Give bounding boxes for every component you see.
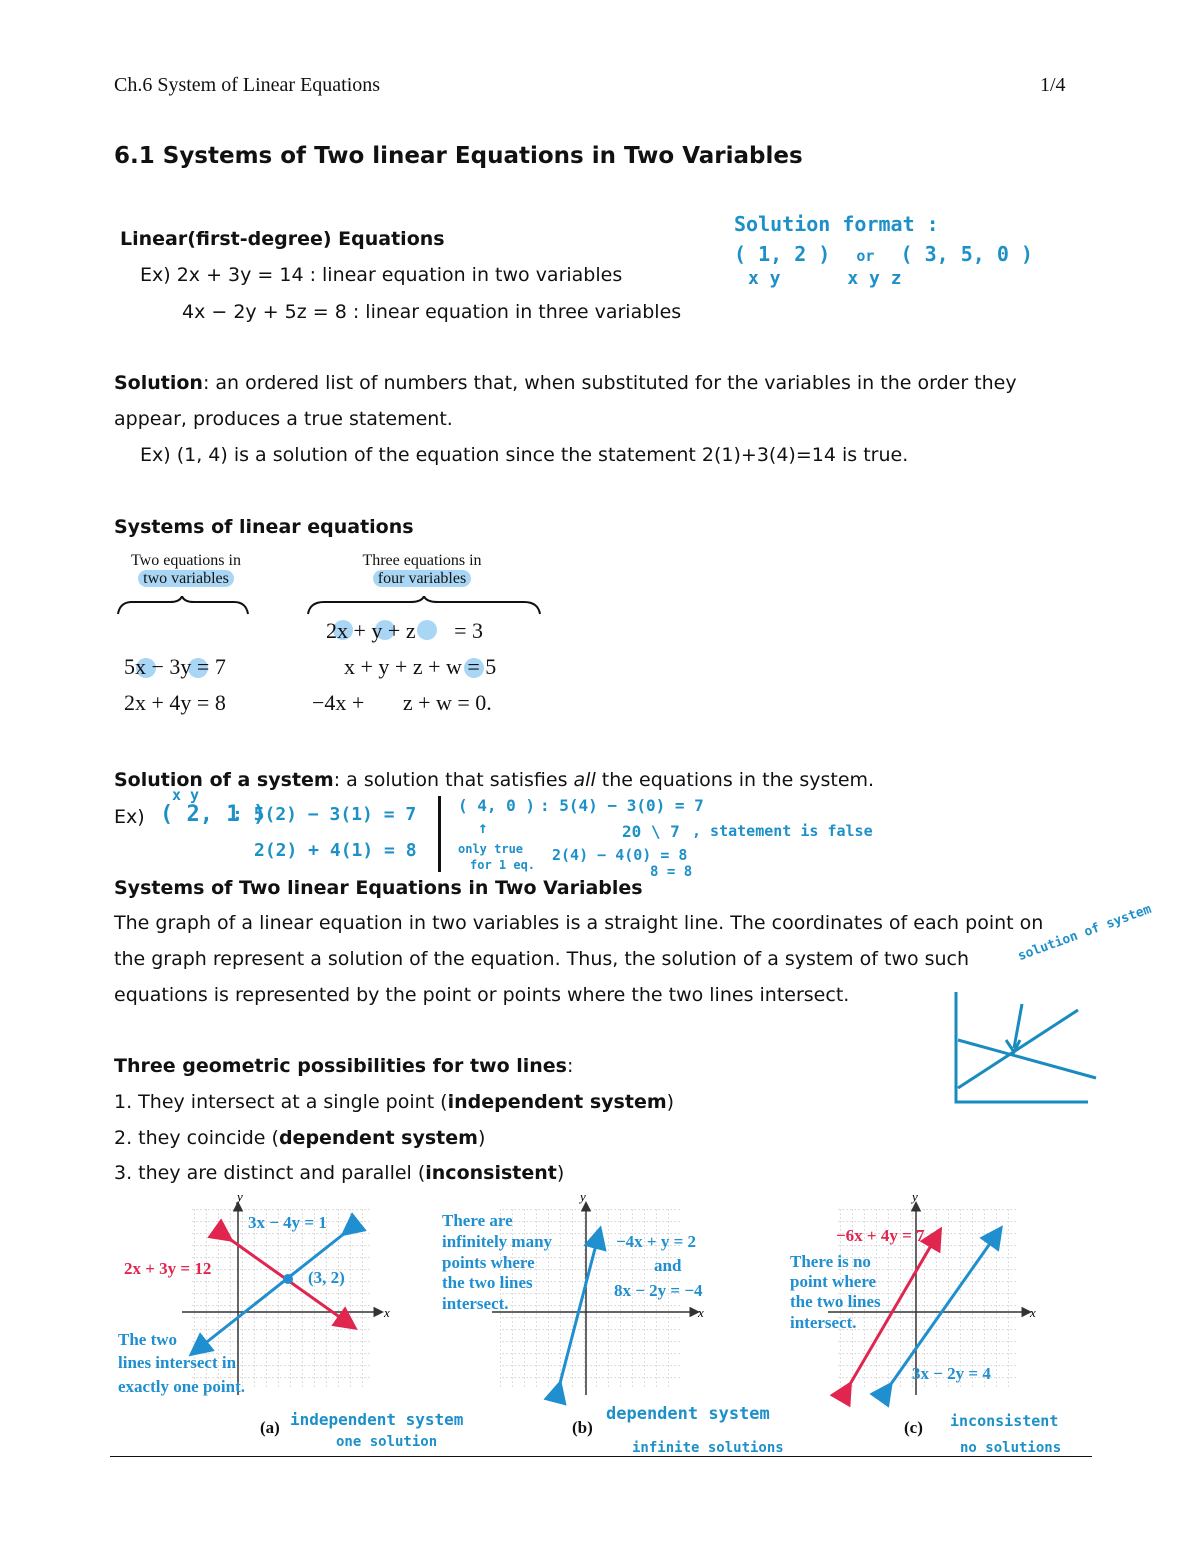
solution-definition-cont: appear, produces a true statement. xyxy=(114,408,453,430)
hand-point-4-0: ( 4, 0 ) xyxy=(458,796,536,815)
graph-a-caption: (a) xyxy=(260,1418,280,1437)
hand-r-not-equal: 20 \ 7 xyxy=(622,822,680,841)
possibility-3: 3. they are distinct and parallel (inconsistent) xyxy=(114,1162,565,1184)
graph-c-note-1: There is no xyxy=(790,1252,871,1271)
systems-heading: Systems of linear equations xyxy=(114,516,414,538)
two-var-heading: Systems of Two linear Equations in Two Variables xyxy=(114,877,643,899)
linear-example-1: Ex) 2x + 3y = 14 : linear equation in two variables xyxy=(140,264,623,286)
graph-c-red-eq: −6x + 4y = 7 xyxy=(836,1226,925,1245)
graph-a-hand-2: one solution xyxy=(336,1434,438,1450)
graph-b-y-label: y xyxy=(580,1189,586,1204)
graph-c-y-label: y xyxy=(912,1189,918,1204)
graph-b-hand-2: infinite solutions xyxy=(632,1440,784,1456)
solution-of-system-definition: Solution of a system: a solution that satisfies all the equations in the system. xyxy=(114,769,875,791)
graph-c-x-label: x xyxy=(1030,1305,1036,1320)
graph-a-x-label: x xyxy=(384,1305,390,1320)
graph-c-blue-eq: 3x − 2y = 4 xyxy=(912,1364,991,1383)
hand-solution-of-system-label: solution of system xyxy=(1016,901,1154,965)
graph-c-note-4: intersect. xyxy=(790,1313,857,1332)
graph-b-and: and xyxy=(654,1256,682,1275)
hand-point-2-1: ( 2, 1 ) xyxy=(160,802,266,827)
four-var-eq-2: x + y + z + w = 5 xyxy=(344,654,497,679)
two-variables-label: Two equations in two variables xyxy=(131,552,241,587)
two-var-paragraph-3: equations is represented by the point or points where the two lines intersect. xyxy=(114,984,850,1006)
graph-b-note-5: intersect. xyxy=(442,1294,509,1313)
hand-r-only-2: for 1 eq. xyxy=(470,858,536,872)
bottom-rule xyxy=(110,1456,1092,1457)
intersection-sketch xyxy=(948,990,1118,1110)
graph-a xyxy=(110,1185,440,1415)
graph-b-caption: (b) xyxy=(572,1418,593,1437)
solution-of-system-ex: Ex) xyxy=(114,806,145,828)
linear-equations-heading: Linear(first-degree) Equations xyxy=(120,228,445,250)
graph-a-red-eq: 2x + 3y = 12 xyxy=(124,1259,212,1278)
sketch-line-2 xyxy=(958,1040,1096,1078)
hand-r-8-8: 8 = 8 xyxy=(650,864,693,880)
graph-a-point-label: (3, 2) xyxy=(308,1268,345,1287)
hand-r-only-1: only true xyxy=(458,842,524,856)
section-title: 6.1 Systems of Two linear Equations in Two Variables xyxy=(114,143,803,169)
hand-note-format-title: Solution format : xyxy=(734,212,939,236)
hand-r-check-eq2: 2(4) − 4(0) = 8 xyxy=(552,846,688,864)
hand-check-eq2: 2(2) + 4(1) = 8 xyxy=(254,840,417,861)
four-var-eq-1: 2x + y + z = 3 xyxy=(326,618,483,643)
hand-note-format-example: ( 1, 2 ) or ( 3, 5, 0 ) xyxy=(734,242,1033,266)
possibility-1: 1. They intersect at a single point (independent system) xyxy=(114,1091,675,1113)
solution-example: Ex) (1, 4) is a solution of the equation since the statement 2(1)+3(4)=14 is true. xyxy=(140,444,909,466)
graph-a-hand-1: independent system xyxy=(290,1410,464,1429)
possibilities-heading: Three geometric possibilities for two lines: xyxy=(114,1055,574,1077)
linear-example-2: 4x − 2y + 5z = 8 : linear equation in three variables xyxy=(182,301,682,323)
graph-a-note-3: exactly one point. xyxy=(118,1377,246,1396)
graph-b-x-label: x xyxy=(698,1305,704,1320)
two-var-paragraph-2: the graph represent a solution of the equation. Thus, the solution of a system of two such xyxy=(114,948,970,970)
four-var-eq-3: −4x + z + w = 0. xyxy=(312,690,492,715)
possibility-2: 2. they coincide (dependent system) xyxy=(114,1127,486,1149)
graph-a-note-2: lines intersect in xyxy=(118,1353,237,1372)
graph-b-hand-1: dependent system xyxy=(606,1404,770,1424)
two-var-eq-2: 2x + 4y = 8 xyxy=(124,690,226,715)
graph-c-hand-1: inconsistent xyxy=(950,1412,1059,1430)
hand-r-false: , statement is false xyxy=(692,822,873,840)
hand-xy-labels: x y xyxy=(172,786,200,804)
graph-b-eq-2: 8x − 2y = −4 xyxy=(614,1281,703,1300)
graph-a-y-label: y xyxy=(237,1189,243,1204)
running-header-title: Ch.6 System of Linear Equations xyxy=(114,74,381,96)
graph-b-note-4: the two lines xyxy=(442,1273,533,1292)
page-number: 1/4 xyxy=(1040,74,1066,96)
graph-c-caption: (c) xyxy=(904,1418,923,1437)
two-var-paragraph-1: The graph of a linear equation in two variables is a straight line. The coordinates of each point on xyxy=(114,912,1044,934)
graph-b-eq-1: −4x + y = 2 xyxy=(616,1232,697,1251)
graph-b-note-3: points where xyxy=(442,1253,535,1272)
graph-b-note-1: There are xyxy=(442,1211,513,1230)
graph-a-intersection xyxy=(283,1274,293,1284)
graph-c-note-2: point where xyxy=(790,1272,877,1291)
graph-b xyxy=(440,1185,760,1415)
solution-definition: Solution: an ordered list of numbers that, when substituted for the variables in the order they xyxy=(114,372,1017,394)
graph-c-hand-2: no solutions xyxy=(960,1440,1062,1456)
graph-a-note-1: The two xyxy=(118,1330,178,1349)
graph-b-note-2: infinitely many xyxy=(442,1232,553,1251)
four-variables-label: Three equations in four variables xyxy=(362,552,482,587)
hand-divider xyxy=(438,796,441,872)
two-var-eq-1: 5x − 3y = 7 xyxy=(124,654,226,679)
hand-r-arrow: ↑ xyxy=(478,818,488,837)
graph-c xyxy=(780,1185,1080,1415)
graph-a-blue-eq: 3x − 4y = 1 xyxy=(248,1213,327,1232)
hand-check-eq1: : 5(2) − 3(1) = 7 xyxy=(232,804,417,825)
hand-r-check-eq1: : 5(4) − 3(0) = 7 xyxy=(540,796,704,815)
hand-note-format-vars: x y x y z xyxy=(748,268,902,289)
graph-c-note-3: the two lines xyxy=(790,1292,881,1311)
